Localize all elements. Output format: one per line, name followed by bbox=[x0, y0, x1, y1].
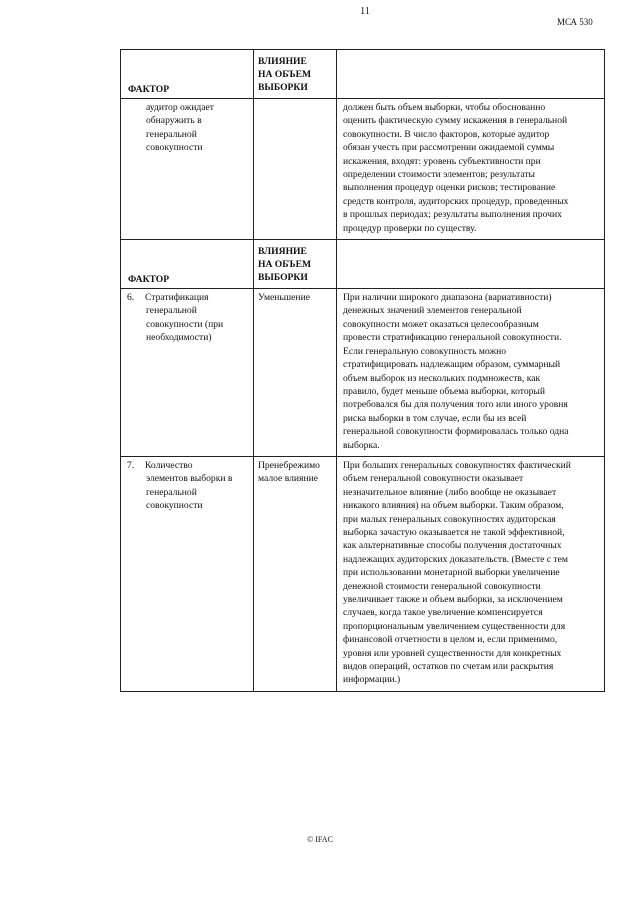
table-row bbox=[121, 289, 605, 457]
document-id: МСА 530 bbox=[557, 17, 593, 27]
table-row bbox=[121, 99, 605, 240]
row-number: 7. bbox=[127, 459, 135, 471]
factor-cell: Стратификация генеральной совокупности (при необходимости) bbox=[145, 292, 224, 344]
effect-cell: Пренебрежимо малое влияние bbox=[258, 459, 320, 485]
description-cell: При наличии широкого диапазона (вариативности) денежных значений элементов генеральной совокупности может оказаться целесообразным провести стратификацию генеральной совокупности. Если генеральную совокупность можно стратифицировать надлежащим образом, суммарный объем выборок из нескольких подмножеств, как правило, будет меньше объема выборки, который потребовался бы для получения того или иного уровня риска выборки в том случае, если бы из всей генеральной совокупности формировалась только одна выборка. bbox=[343, 292, 569, 451]
header-factor: ФАКТОР bbox=[128, 83, 170, 95]
table-header-row-repeat bbox=[121, 240, 605, 289]
table-header-row bbox=[121, 50, 605, 99]
header-empty-cell bbox=[337, 240, 605, 289]
row-number: 6. bbox=[127, 292, 135, 304]
copyright-footer: © IFAC bbox=[307, 835, 333, 844]
table-row bbox=[121, 456, 605, 691]
effect-cell: Уменьшение bbox=[258, 292, 310, 304]
header-influence: ВЛИЯНИЕ НА ОБЪЕМ ВЫБОРКИ bbox=[258, 246, 312, 284]
description-cell: должен быть объем выборки, чтобы обоснованно оценить фактическую сумму искажения в генеральной совокупности. В число факторов, которые аудитор обязан учесть при рассмотрении ожидаемой суммы искажения, входят: уровень субъективности при определении стоимости элементов; результаты выполнения процедур оценки рисков; тестирование средств контроля, аудиторских процедур, проведенных в прошлых периодах; результаты выполнения прочих процедур проверки по существу. bbox=[343, 102, 569, 234]
effect-cell bbox=[254, 99, 336, 101]
header-factor: ФАКТОР bbox=[128, 273, 170, 285]
factor-cell: Количество элементов выборки в генеральной совокупности bbox=[145, 459, 233, 512]
page-number: 11 bbox=[360, 6, 370, 17]
description-cell: При больших генеральных совокупностях фактический объем генеральной совокупности оказывает незначительное влияние (либо вообще не оказывает никакого влияния) на объем выборки. Таким образом, при малых генеральных совокупностях аудиторская выборка зачастую оказывается не такой эффективной, как альтернативные способы получения достаточных надлежащих аудиторских доказательств. (Вместе с тем при использовании монетарной выборки увеличение денежной стоимости генеральной совокупности увеличивает также и объем выборки, за исключением случаев, когда такое увеличение компенсируется пропорциональным увеличением существенности для финансовой отчетности в целом и, если применимо, уровня или уровней существенности для конкретных видов операций, остатков по счетам или раскрытия информации.) bbox=[343, 459, 571, 686]
sample-size-factors-table bbox=[120, 49, 605, 692]
factor-cell: аудитор ожидает обнаружить в генеральной совокупности bbox=[146, 102, 214, 154]
header-empty-cell bbox=[337, 50, 605, 99]
header-influence: ВЛИЯНИЕ НА ОБЪЕМ ВЫБОРКИ bbox=[258, 56, 312, 93]
